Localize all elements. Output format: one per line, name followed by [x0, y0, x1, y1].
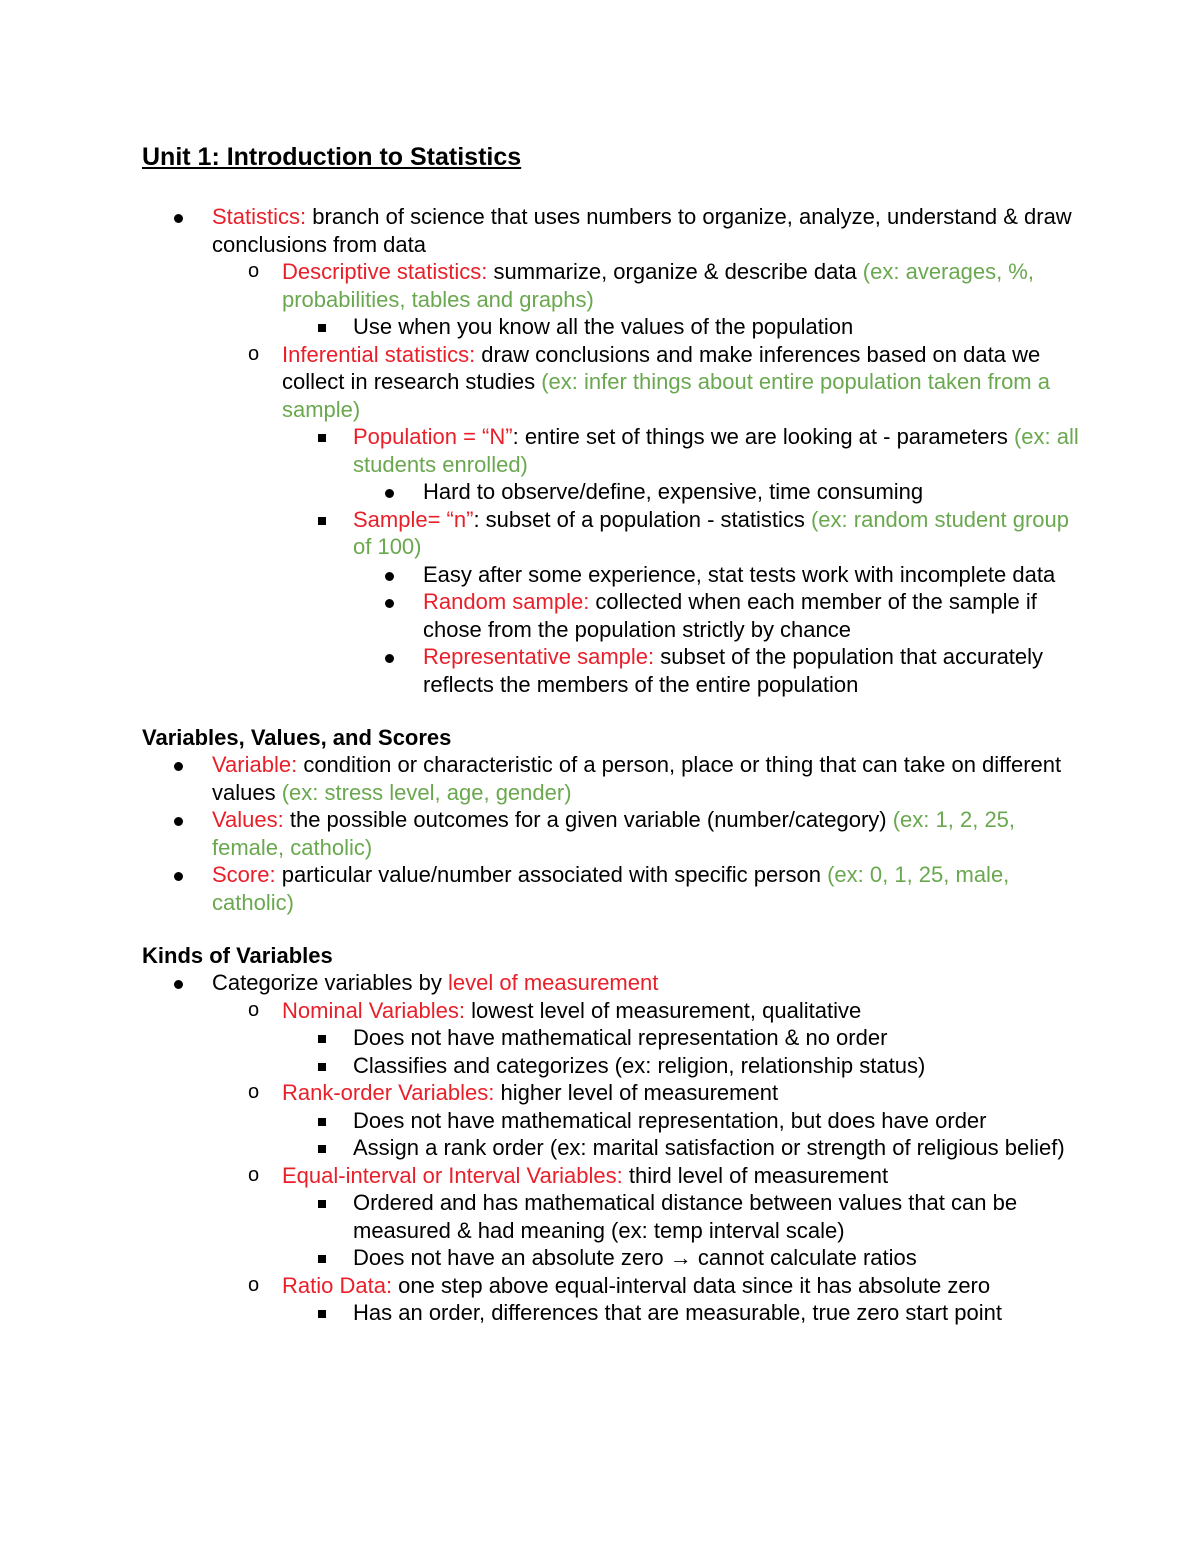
body-text: lowest level of measurement, qualitative [465, 997, 862, 1023]
body-text: the possible outcomes for a given variable (number/category) [283, 807, 893, 832]
list-item [212, 861, 1082, 916]
list-item [212, 203, 1082, 258]
term-text: Random sample: [423, 589, 590, 614]
disc-bullet-icon [385, 599, 394, 608]
list-item [353, 1189, 1082, 1244]
list-item [423, 561, 1082, 589]
disc-bullet-icon [385, 489, 394, 498]
example-text: (ex: stress level, age, gender) [281, 779, 572, 805]
disc-bullet-icon [385, 654, 394, 663]
section-heading: Variables, Values, and Scores [142, 725, 452, 750]
body-text: Assign a rank order (ex: marital satisfaction or strength of religious belief) [353, 1135, 1065, 1160]
square-bullet-icon [318, 434, 326, 442]
list-item [212, 969, 1082, 997]
term-text: Ratio Data: [282, 1272, 393, 1298]
circle-bullet-icon: o [248, 1163, 260, 1186]
example-text: (ex: all students enrolled) [353, 424, 1079, 477]
term-text: Statistics: [212, 204, 307, 229]
body-text: Classifies and categorizes (ex: religion, relationship status) [353, 1052, 926, 1078]
page-title: Unit 1: Introduction to Statistics [142, 143, 522, 171]
circle-bullet-icon: o [248, 260, 260, 282]
body-text: subset of the population that accurately reflects the members of the entire population [423, 644, 1044, 697]
disc-bullet-icon [385, 572, 394, 581]
body-text: : entire set of things we are looking at - parameters [512, 424, 1014, 449]
list-item [212, 751, 1082, 806]
list-item [248, 1162, 1082, 1190]
disc-bullet-icon [174, 872, 183, 881]
term-text: Inferential statistics: [282, 341, 476, 367]
square-bullet-icon [318, 1118, 326, 1126]
section-heading: Kinds of Variables [142, 943, 333, 968]
body-text: third level of measurement [622, 1162, 889, 1188]
list-item [353, 1107, 1082, 1135]
body-text: Use when you know all the values of the population [353, 314, 854, 339]
example-text: (ex: infer things about entire population taken from a sample) [282, 369, 1050, 422]
body-text: Categorize variables by [212, 970, 449, 995]
body-text: Has an order, differences that are measurable, true zero start point [353, 1300, 1002, 1325]
square-bullet-icon [318, 1255, 326, 1263]
term-text: level of measurement [448, 970, 659, 995]
body-text: : subset of a population - statistics [473, 506, 811, 532]
body-text: branch of science that uses numbers to organize, analyze, understand & draw conclusions from data [212, 204, 1072, 257]
term-text: Population = “N” [353, 424, 513, 449]
body-text: Does not have an absolute zero → cannot calculate ratios [353, 1245, 917, 1270]
disc-bullet-icon [174, 980, 183, 989]
body-text: draw conclusions and make inferences based on data we collect in research studies [282, 341, 1041, 394]
circle-bullet-icon: o [248, 998, 260, 1021]
square-bullet-icon [318, 1063, 326, 1071]
body-text: Easy after some experience, stat tests work with incomplete data [423, 561, 1056, 587]
circle-bullet-icon: o [248, 1273, 260, 1296]
term-text: Representative sample: [423, 644, 655, 669]
body-text: Does not have mathematical representation & no order [353, 1025, 888, 1050]
section-gap [142, 916, 1082, 942]
list-item [248, 1272, 1082, 1300]
body-text: one step above equal-interval data since it has absolute zero [392, 1272, 991, 1298]
square-bullet-icon [318, 1200, 326, 1208]
list-item [248, 341, 1082, 424]
disc-bullet-icon [174, 214, 183, 223]
term-text: Variable: [212, 752, 298, 777]
body-text: condition or characteristic of a person, place or thing that can take on different values [212, 752, 1062, 805]
term-text: Nominal Variables: [282, 997, 466, 1023]
section-gap [142, 698, 1082, 724]
list-item [353, 1024, 1082, 1052]
list-item [423, 588, 1082, 643]
body-text: Ordered and has mathematical distance between values that can be measured & had meaning (ex: temp interval scale) [353, 1190, 1018, 1243]
list-item [423, 643, 1082, 698]
body-text: higher level of measurement [494, 1080, 779, 1105]
list-item [248, 1079, 1082, 1107]
body-text: collected when each member of the sample if chose from the population strictly by chance [423, 589, 1037, 642]
list-item [353, 1244, 1082, 1272]
example-text: (ex: averages, %, probabilities, tables and graphs) [282, 259, 1034, 312]
square-bullet-icon [318, 1145, 326, 1153]
term-text: Score: [212, 862, 276, 887]
disc-bullet-icon [174, 817, 183, 826]
term-text: Values: [212, 807, 284, 832]
list-item [423, 478, 1082, 506]
square-bullet-icon [318, 517, 326, 525]
term-text: Rank-order Variables: [282, 1080, 495, 1105]
circle-bullet-icon: o [248, 342, 260, 365]
notes-body [142, 141, 1082, 1327]
list-item [353, 423, 1082, 478]
example-text: (ex: 1, 2, 25, female, catholic) [212, 807, 1016, 860]
list-item [353, 1299, 1082, 1327]
list-item [353, 1134, 1082, 1162]
disc-bullet-icon [174, 762, 183, 771]
term-text: Descriptive statistics: [282, 259, 488, 284]
circle-bullet-icon: o [248, 1081, 260, 1103]
list-item [248, 997, 1082, 1025]
list-item [353, 506, 1082, 561]
square-bullet-icon [318, 1310, 326, 1318]
term-text: Equal-interval or Interval Variables: [282, 1162, 623, 1188]
body-text: Hard to observe/define, expensive, time consuming [423, 479, 924, 504]
example-text: (ex: random student group of 100) [353, 506, 1070, 559]
example-text: (ex: 0, 1, 25, male, catholic) [212, 862, 1010, 915]
body-text: summarize, organize & describe data [487, 259, 863, 284]
square-bullet-icon [318, 1035, 326, 1043]
body-text: Does not have mathematical representation, but does have order [353, 1107, 987, 1133]
square-bullet-icon [318, 324, 326, 332]
list-item [212, 806, 1082, 861]
list-item [353, 1052, 1082, 1080]
term-text: Sample= “n” [353, 506, 474, 532]
body-text: particular value/number associated with specific person [275, 862, 828, 887]
list-item [248, 258, 1082, 313]
list-item [353, 313, 1082, 341]
